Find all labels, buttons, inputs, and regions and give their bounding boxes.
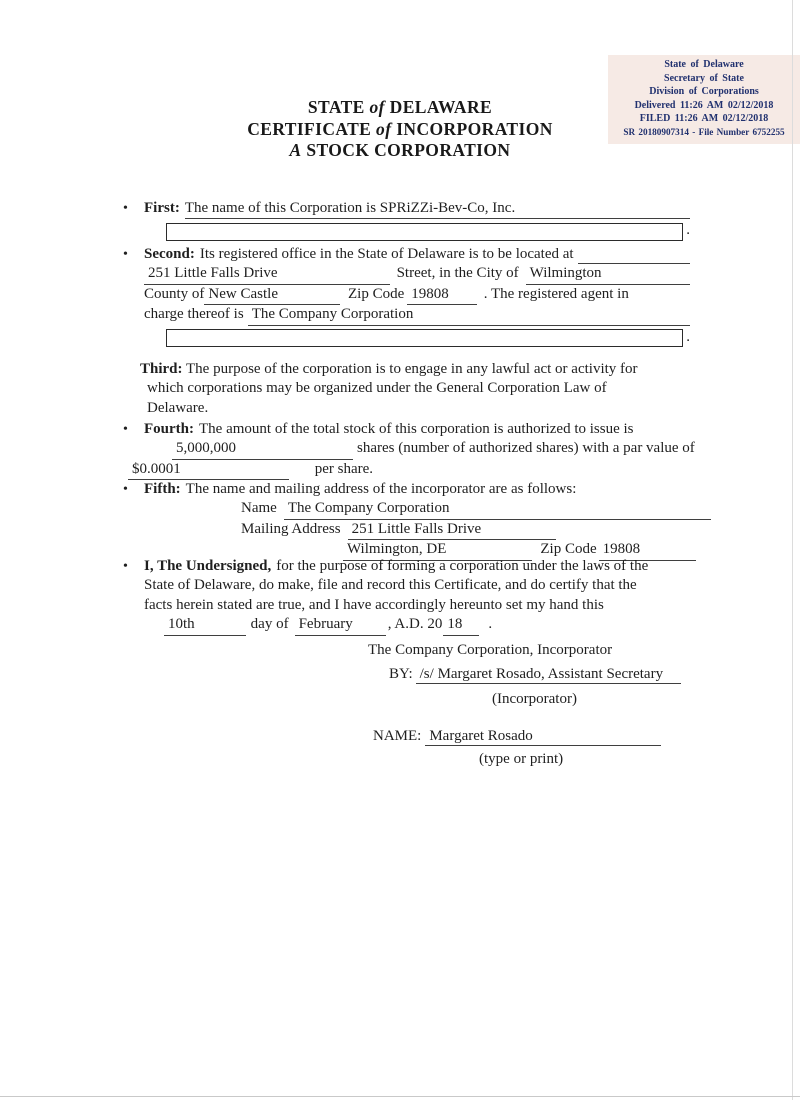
title-line-state	[0, 97, 800, 119]
by-label: BY:	[389, 666, 413, 682]
first-prompt: The name of this Corporation is	[184, 200, 377, 216]
stamp-secretary-line: Secretary of State	[664, 72, 744, 84]
signature-by-row	[389, 666, 681, 684]
undersigned-line2-text: State of Delaware, do make, file and record this Certificate, and do certify that the	[144, 577, 637, 594]
stamp-sr-file-number: SR 20180907314 - File Number 6752255	[623, 126, 785, 137]
second-line1-text: Its registered office in the State of Delaware is to be located at	[199, 246, 574, 262]
scan-edge-bottom	[0, 1096, 800, 1097]
type-or-print-caption: (type or print)	[479, 751, 564, 767]
incorporator-name-value: The Company Corporation	[284, 499, 712, 519]
first-box-period: .	[686, 222, 690, 239]
city-value: Wilmington	[526, 264, 690, 284]
third-line3: Delaware.	[147, 399, 209, 416]
registered-agent-box	[166, 329, 683, 347]
undersigned-label: I, The Undersigned,	[144, 558, 272, 574]
incorporator-zip-label: Zip Code	[540, 541, 597, 558]
title-line-stock	[0, 140, 800, 162]
title-cert-of: of	[376, 118, 392, 139]
stamp-filed-line: FILED 11:26 AM 02/12/2018	[639, 113, 769, 125]
mailing-address-value: 251 Little Falls Drive	[348, 520, 557, 540]
section-third	[140, 360, 676, 418]
third-line2: which corporations may be organized under the General Corporation Law of	[147, 380, 607, 397]
mailing-address-label: Mailing Address	[241, 520, 341, 537]
ad-label: , A.D. 20	[387, 616, 443, 633]
fourth-line1-text: The amount of the total stock of this corporation is authorized to issue is	[199, 421, 634, 437]
corporation-name-value: SPRiZZi-Bev-Co, Inc.	[379, 200, 516, 216]
third-line1-text: The purpose of the corporation is to engage in any lawful act or activity for	[186, 361, 638, 377]
title-state-post: DELAWARE	[389, 97, 493, 117]
county-value: New Castle	[204, 285, 340, 305]
title-line-certificate	[0, 119, 800, 141]
zip-value: 19808	[407, 285, 477, 305]
day-of-label: day of	[250, 616, 289, 633]
undersigned-line3-text: facts herein stated are true, and I have accordingly hereunto set my hand this	[144, 596, 604, 613]
fourth-label: Fourth:	[144, 421, 194, 437]
second-street-suffix: Street, in the City of	[396, 265, 519, 282]
incorporator-company-line: The Company Corporation, Incorporator	[368, 642, 613, 658]
authorized-shares-value: 5,000,000	[172, 439, 353, 459]
county-label: County of	[144, 285, 205, 302]
bullet-undersigned	[123, 557, 128, 576]
section-second	[118, 245, 690, 347]
first-label: First:	[144, 200, 180, 216]
third-line1	[140, 360, 676, 379]
incorporator-caption: (Incorporator)	[492, 691, 577, 707]
fifth-line1-text: The name and mailing address of the incorporator are as follows:	[185, 481, 577, 497]
street-value: 251 Little Falls Drive	[144, 264, 390, 284]
title-cert-pre: CERTIFICATE	[247, 118, 372, 139]
section-first	[118, 199, 690, 241]
bullet-first	[123, 199, 128, 218]
undersigned-line1-text: for the purpose of forming a corporation under the laws of the	[276, 558, 649, 574]
name-label: NAME:	[373, 728, 422, 744]
section-fourth	[118, 420, 695, 480]
incorporator-zip-value: 19808	[599, 540, 697, 560]
execution-day-value: 10th	[164, 615, 246, 635]
registered-agent-value: The Company Corporation	[248, 305, 690, 325]
scan-edge-right	[792, 0, 793, 1100]
stamp-state-line: State of Delaware	[664, 59, 744, 70]
shares-suffix-text: shares (number of authorized shares) with a par value of	[357, 440, 695, 457]
second-line3-tail: . The registered agent in	[483, 285, 629, 302]
title-stock-post: STOCK CORPORATION	[306, 140, 511, 160]
first-fill-line	[185, 199, 690, 219]
stamp-delivered-line: Delivered 11:26 AM 02/12/2018	[634, 99, 774, 111]
incorporator-name-label: Name	[241, 500, 277, 517]
title-stock-a: A	[289, 140, 302, 160]
bullet-fourth	[123, 420, 128, 439]
per-share-text: per share.	[314, 460, 374, 477]
signature-name-row	[373, 728, 661, 746]
par-value: $0.0001	[128, 460, 289, 480]
title-state-of: of	[369, 97, 385, 117]
title-state-pre: STATE	[307, 97, 365, 117]
fifth-label: Fifth:	[144, 481, 181, 497]
third-label: Third:	[140, 361, 183, 377]
incorporator-city-value: Wilmington, DE	[343, 540, 532, 560]
execution-month-value: February	[295, 615, 386, 635]
section-fifth	[118, 480, 690, 561]
corporation-name-box	[166, 223, 683, 241]
stamp-division-line: Division of Corporations	[649, 86, 759, 98]
second-line4-lead: charge thereof is	[144, 306, 244, 323]
bullet-fifth	[123, 480, 128, 499]
second-box-period: .	[686, 328, 690, 345]
section-undersigned	[118, 557, 690, 636]
printed-name-value: Margaret Rosado	[425, 728, 660, 746]
document-title	[0, 97, 800, 162]
bullet-second	[123, 245, 128, 264]
second-label: Second:	[144, 246, 195, 262]
execution-year-value: 18	[443, 615, 479, 635]
second-line1-blank	[578, 245, 690, 264]
date-period: .	[488, 616, 493, 633]
zip-label: Zip Code	[348, 285, 405, 302]
title-cert-post: INCORPORATION	[396, 118, 553, 139]
signature-value: /s/ Margaret Rosado, Assistant Secretary	[416, 666, 681, 684]
